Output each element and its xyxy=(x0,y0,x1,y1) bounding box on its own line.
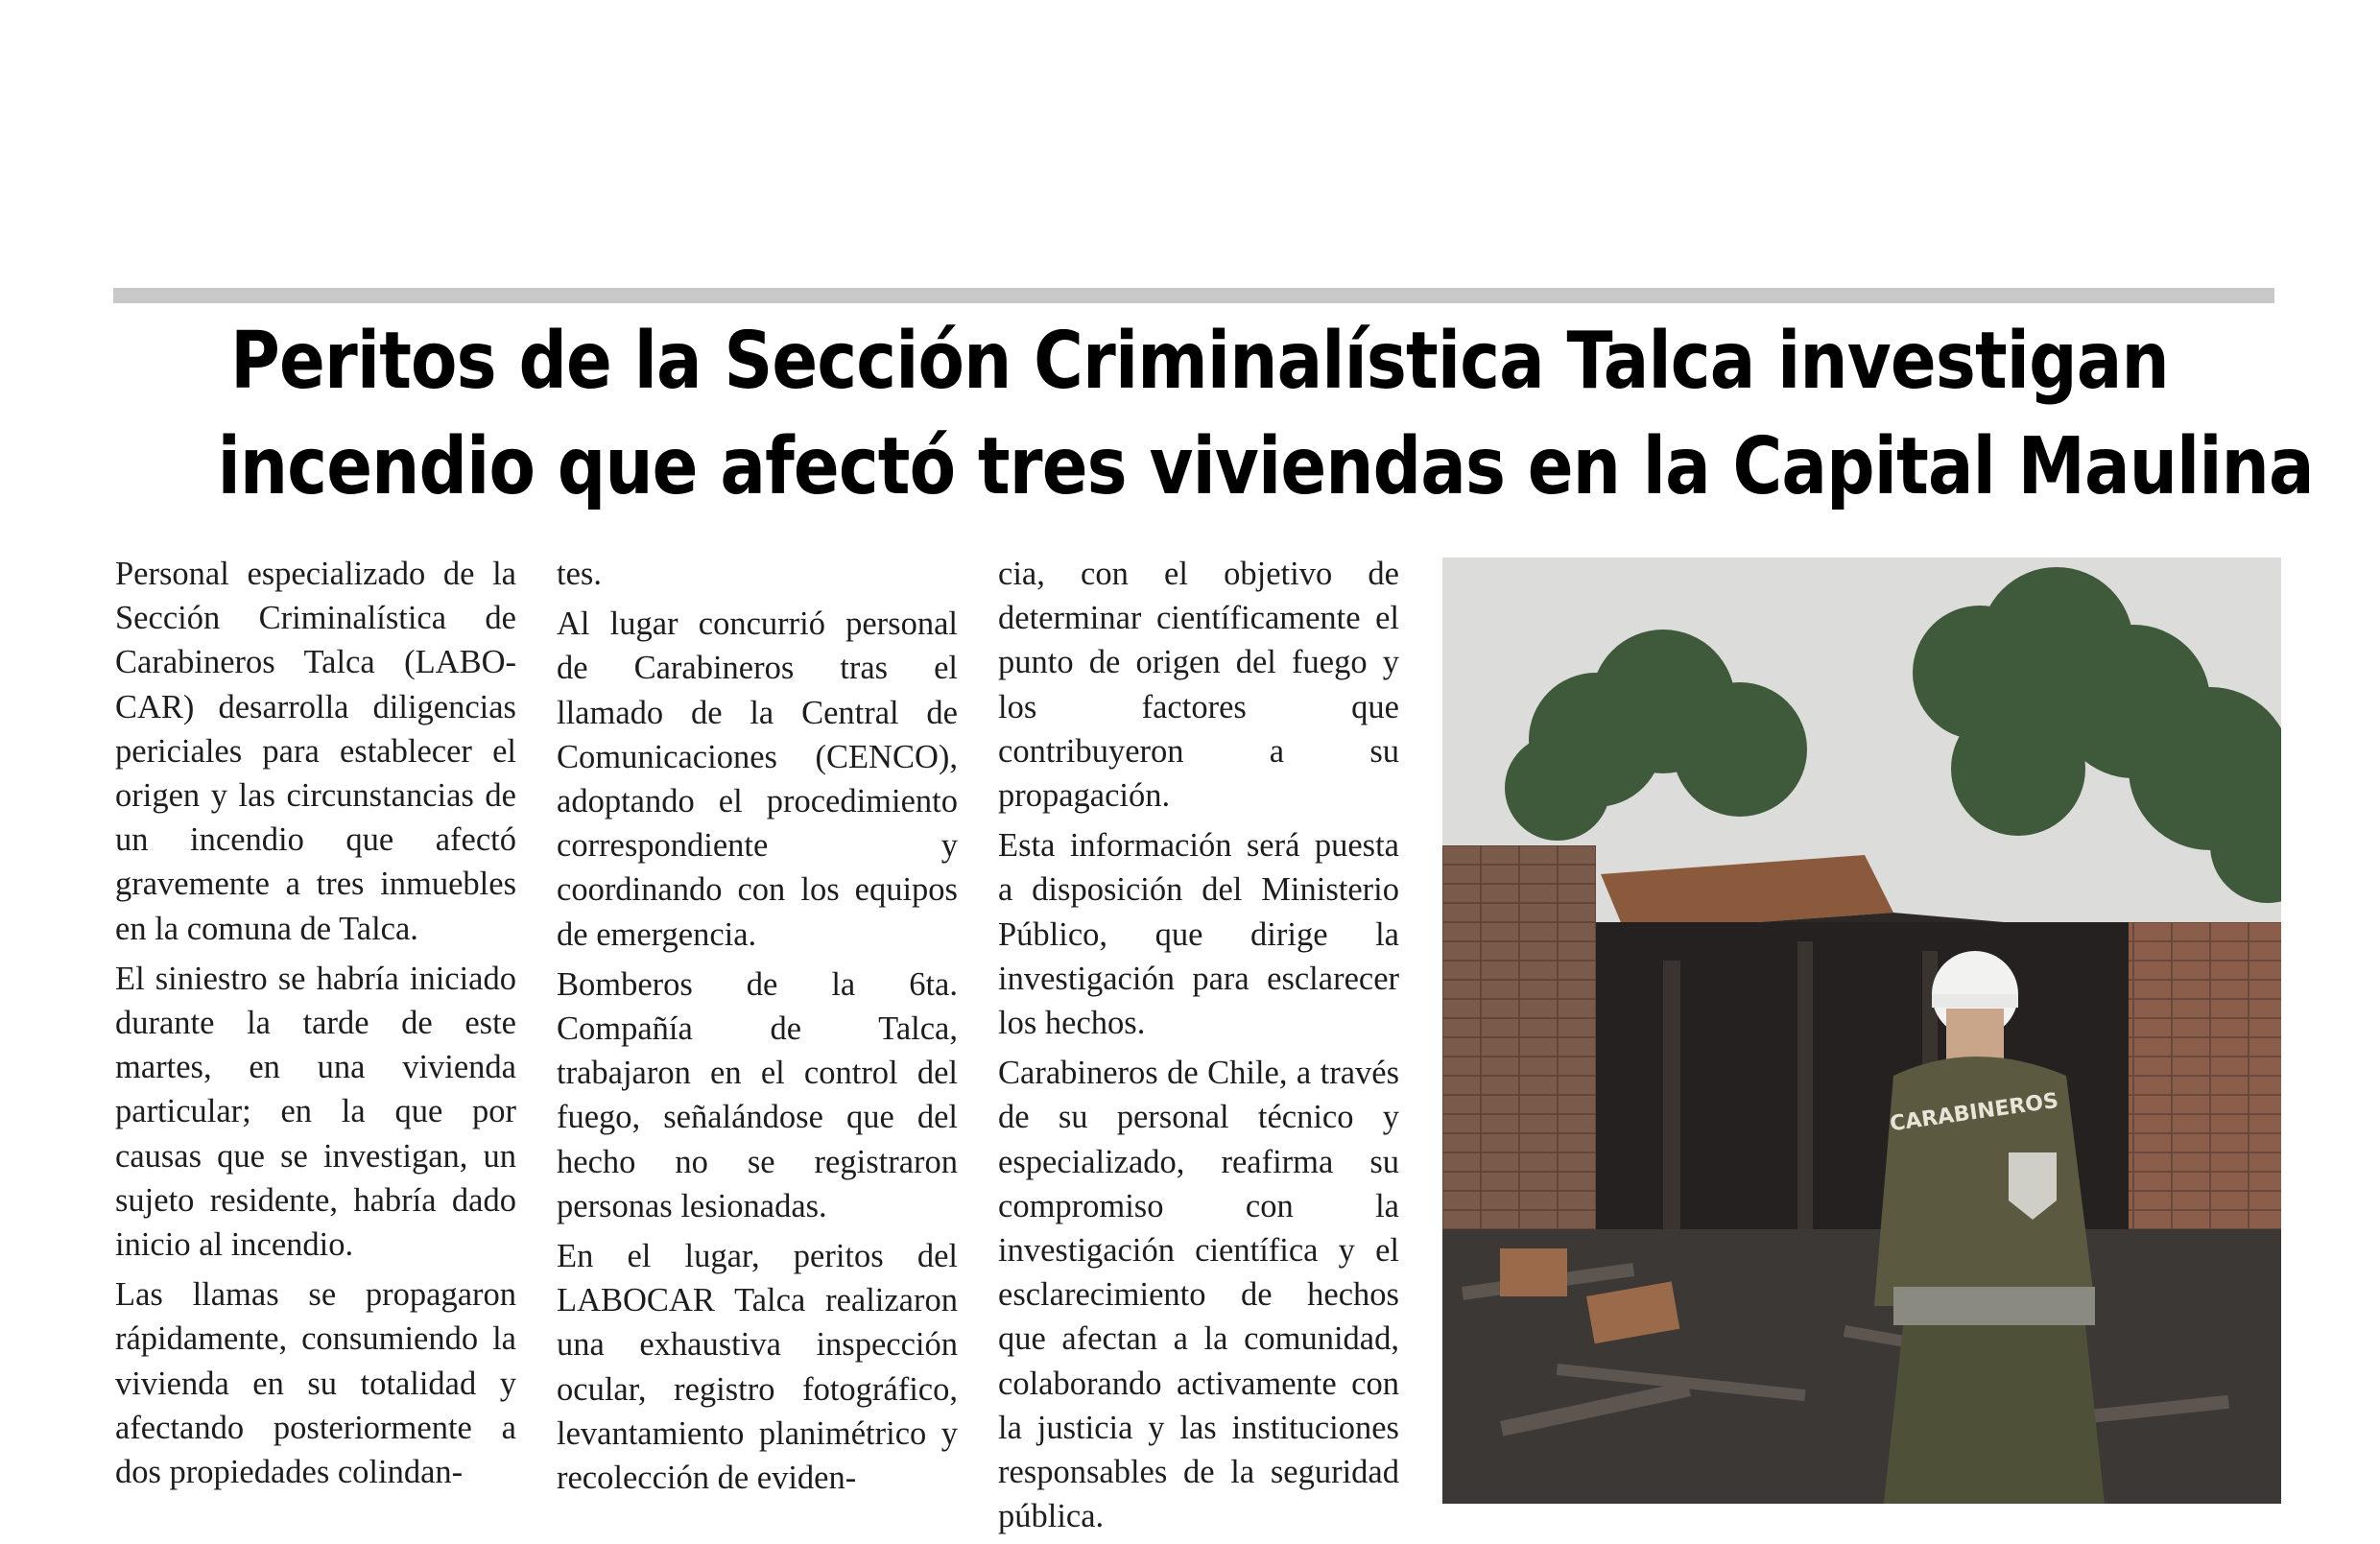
paragraph: Al lugar concurrió personal de Carabineros tras el llamado de la Central de Comunicaciones (CENCO), adoptando el procedimiento correspondiente y coordinando con los equipos de emergencia. xyxy=(557,606,958,953)
paragraph: En el lugar, peritos del LABOCAR Talca realizaron una exhaustiva inspección ocular, registro fotográfico, levantamiento planimétrico y recolección de eviden- xyxy=(557,1238,958,1497)
paragraph: El siniestro se habría iniciado durante la tarde de este martes, en una vivienda particular; en la que por causas que se investigan, un sujeto residente, habría dado inicio al incendio. xyxy=(115,960,516,1264)
paragraph: Bomberos de la 6ta. Compañía de Talca, trabajaron en el control del fuego, señalándose que del hecho no se registraron personas lesionadas. xyxy=(557,965,958,1224)
paragraph: Esta información será puesta a disposición del Ministerio Público, que dirige la investigación para esclarecer los hechos. xyxy=(998,827,1399,1042)
paragraph: tes. xyxy=(557,556,602,592)
article-headline xyxy=(217,309,2314,520)
paragraph: Las llamas se propagaron rápidamente, consumiendo la vivienda en su totalidad y afectando posteriormente a dos propiedades colindan- xyxy=(115,1276,516,1491)
header-rule xyxy=(113,288,2274,303)
paragraph: Carabineros de Chile, a través de su personal técnico y especializado, reafirma su compromiso con la investigación científica y el esclarecimiento de hechos que afectan a la comunidad, colaborando activamente con la justicia y las instituciones responsables de la seguridad pública. xyxy=(998,1055,1399,1535)
uniform-label: CARABINEROS xyxy=(1888,1088,2060,1137)
article-column-1 xyxy=(115,552,516,1500)
headline-line-1: Peritos de la Sección Criminalística Talca investigan xyxy=(230,316,2169,407)
paragraph: Personal especializado de la Sección Criminalística de Carabineros Talca (LABO-CAR) desarrolla diligencias periciales para establecer el origen y las circunstancias de un incendio que afectó gravemente a tres inmuebles en la comuna de Talca. xyxy=(115,556,516,947)
paragraph: cia, con el objetivo de determinar científicamente el punto de origen del fuego y los factores que contribuyeron a su propagación. xyxy=(998,556,1399,815)
article-photo xyxy=(1442,558,2281,1504)
headline-line-2: incendio que afectó tres viviendas en la Capital Maulina xyxy=(217,421,2314,512)
article-column-2 xyxy=(557,552,958,1506)
article-column-3 xyxy=(998,552,1399,1544)
